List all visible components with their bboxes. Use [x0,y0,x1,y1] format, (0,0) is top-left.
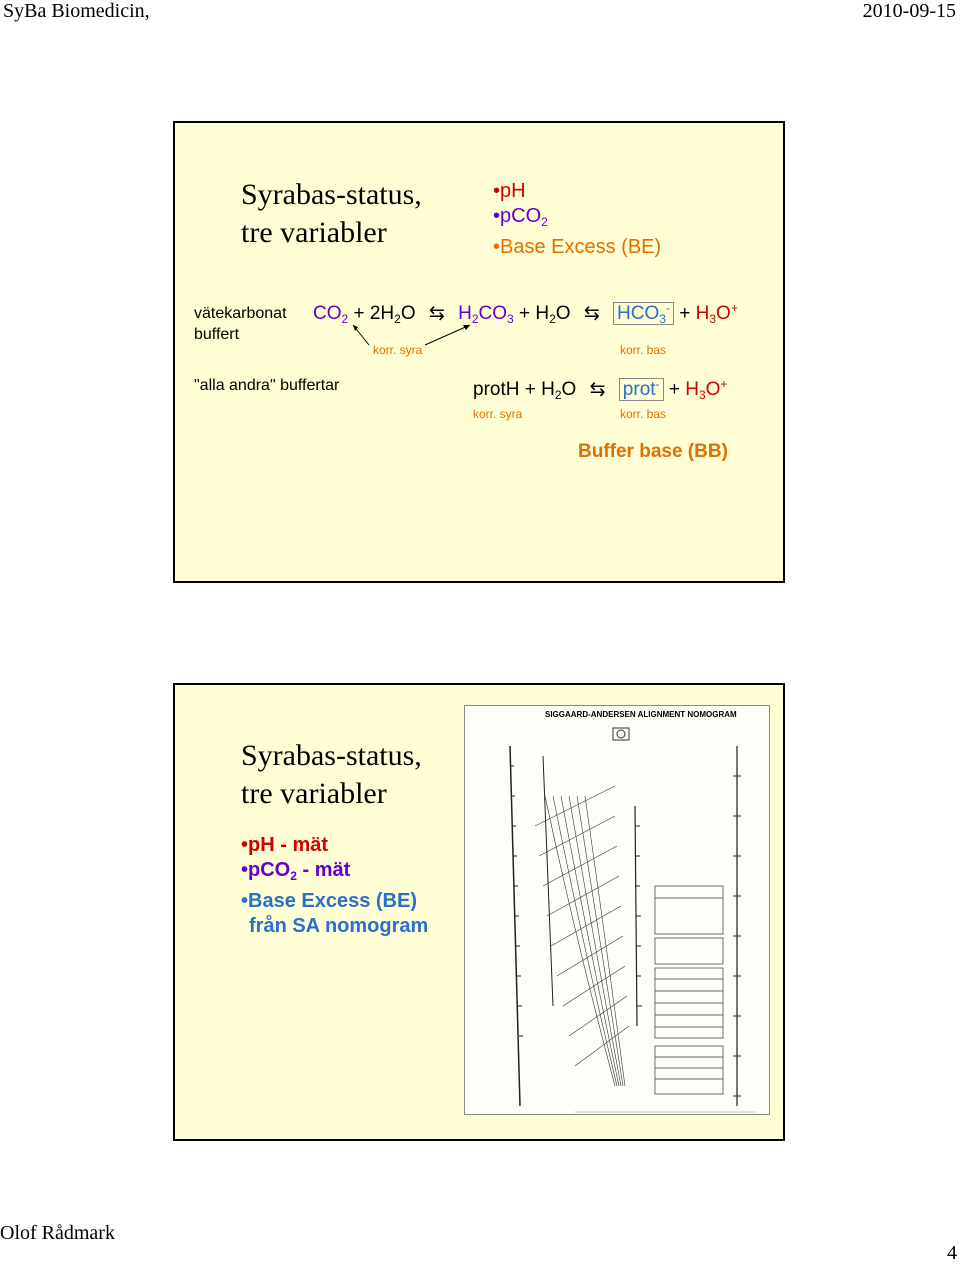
bullet-pco2: •pCO$_2$ [493,205,548,229]
slide-1-title: Syrabas-status, tre variabler [241,178,422,249]
equation-bicarbonate: $CO_2 + 2H_2O$ ⇆ $H_2CO_3 + H_2O$ ⇆ $HCO_3^- + H_3O^+$ [313,301,738,326]
equation-protein: protH + $H_2O$ ⇆ prot- + $H_3O^+$ [473,377,728,402]
slide-2 [173,683,785,1141]
row2-label: "alla andra" buffertar [194,377,340,394]
nomogram-image [464,705,770,1115]
slide-2-bullets [241,833,428,939]
bullet-ph: •pH [493,180,526,202]
korr-syra-label-2: korr. syra [473,407,523,421]
nomogram-drawing [465,706,770,1115]
korr-bas-label-2: korr. bas [620,407,667,421]
slide-2-title: Syrabas-status, tre variabler [241,739,422,810]
bullet-ph-mat: •pH - mät [241,834,329,856]
slide-1-bullets [493,179,661,260]
bullet-be: •Base Excess (BE) [493,236,662,258]
bullet-be-cont: från SA nomogram [249,915,429,937]
footer-page-number: 4 [947,1242,957,1264]
bullet-be: •Base Excess (BE) [241,890,417,912]
buffer-base-label: Buffer base (BB) [578,441,728,462]
footer-author: Olof Rådmark [0,1222,115,1244]
slide-1 [173,121,785,583]
korr-bas-label-1: korr. bas [620,343,667,357]
header-course: SyBa Biomedicin, [3,0,150,22]
nomogram-title: SIGGAARD-ANDERSEN ALIGNMENT NOMOGRAM [545,710,737,719]
korr-syra-label-1: korr. syra [373,343,423,357]
header-date: 2010-09-15 [862,0,956,22]
bullet-pco2-mat: •pCO$_2$ - mät [241,859,351,883]
row1-label: vätekarbonat buffert [194,305,287,343]
